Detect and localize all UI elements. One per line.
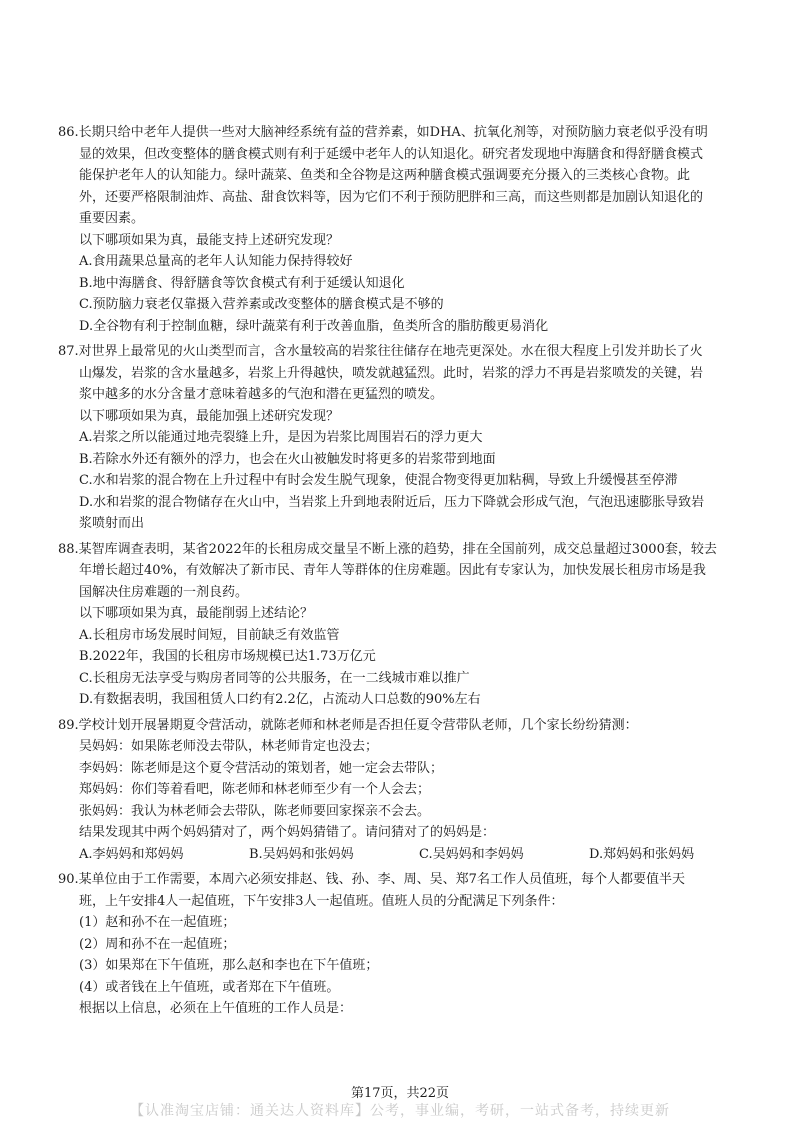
statement: 张妈妈：我认为林老师会去带队，陈老师要回家探亲不会去。 (79, 803, 431, 819)
option-b: B.地中海膳食、得舒膳食等饮食模式有利于延缓认知退化 (79, 275, 405, 291)
condition: (2）周和孙不在一起值班； (79, 936, 236, 952)
option-d: D.全谷物有利于控制血糖，绿叶蔬菜有利于改善血脂，鱼类所含的脂肪酸更易消化 (79, 318, 549, 334)
question-text: 重要因素。 (79, 211, 145, 226)
option-d: D.郑妈妈和张妈妈 (589, 846, 695, 862)
option-b: B.若除水外还有额外的浮力，也会在火山被触发时将更多的岩浆带到地面 (79, 451, 496, 467)
question-text: 年增长超过40%，有效解决了新市民、青年人等群体的住房难题。因此有专家认为，加快发展长租房市场是我 (79, 563, 706, 578)
choices-row (58, 844, 744, 866)
option-c: C.水和岩浆的混合物在上升过程中有时会发生脱气现象，使混合物变得更加粘稠，导致上升缓慢甚至停滞 (79, 473, 678, 488)
option-b: B.2022年，我国的长租房市场规模已达1.73万亿元 (79, 649, 376, 664)
option-a: A.李妈妈和郑妈妈 (79, 846, 184, 862)
question-text: 86.长期只给中老年人提供一些对大脑神经系统有益的营养素，如DHA、抗氧化剂等，对预防脑力衰老似乎没有明 (58, 125, 708, 140)
option-d: D.水和岩浆的混合物储存在火山中，当岩浆上升到地表附近后，压力下降就会形成气泡，气泡迅速膨胀导致岩 (79, 494, 705, 510)
option-c: C.吴妈妈和李妈妈 (419, 846, 524, 862)
option-c: C.预防脑力衰老仅靠摄入营养素或改变整体的膳食模式是不够的 (79, 297, 444, 312)
question-89 (58, 715, 744, 866)
question-text: 山爆发，岩浆的含水量越多，岩浆上升得越快，喷发就越猛烈。此时，岩浆的浮力不再是岩浆喷发的关键，岩 (79, 365, 704, 381)
question-prompt: 以下哪项如果为真，最能加强上述研究发现？ (79, 408, 340, 424)
condition: (1）赵和孙不在一起值班； (79, 915, 236, 930)
question-prompt: 以下哪项如果为真，最能支持上述研究发现？ (79, 232, 340, 248)
question-prompt: 结果发现其中两个妈妈猜对了，两个妈妈猜错了。请问猜对了的妈妈是： (79, 825, 496, 840)
question-text: 90.某单位由于工作需要，本周六必须安排赵、钱、孙、李、周、吴、郑7名工作人员值班，每个人都要值半天 (58, 872, 685, 887)
question-text: 88.某智库调查表明，某省2022年的长租房成交量呈不断上涨的趋势，排在全国前列，成交总量超过3000套，较去 (58, 541, 717, 557)
option-d-continued: 浆喷射而出 (79, 516, 145, 531)
statement: 郑妈妈：你们等着看吧，陈老师和林老师至少有一个人会去； (79, 782, 431, 797)
question-text: 国解决住房难题的一剂良药。 (79, 584, 249, 600)
statement: 吴妈妈：如果陈老师没去带队，林老师肯定也没去； (79, 739, 379, 754)
question-prompt: 以下哪项如果为真，最能削弱上述结论？ (79, 606, 314, 621)
page-number: 第17页，共22页 (350, 1086, 450, 1101)
question-86 (58, 122, 744, 337)
statement: 李妈妈：陈老师是这个夏令营活动的策划者，她一定会去带队； (79, 760, 444, 776)
condition: (4）或者钱在上午值班，或者郑在下午值班。 (79, 979, 340, 995)
question-text: 87.对世界上最常见的火山类型而言，含水量较高的岩浆往往储存在地壳更深处。水在很大程度上引发并助长了火 (58, 344, 703, 359)
option-a: A.岩浆之所以能通过地壳裂缝上升，是因为岩浆比周围岩石的浮力更大 (79, 430, 483, 445)
question-prompt: 根据以上信息，必须在上午值班的工作人员是： (79, 1001, 353, 1016)
question-text: 浆中越多的水分含量才意味着越多的气泡和潜在更猛烈的喷发。 (79, 387, 444, 402)
condition: (3）如果郑在下午值班，那么赵和李也在下午值班； (79, 958, 379, 973)
watermark: 【认准淘宝店铺：通关达人资料库】公考，事业编，考研，一站式备考，持续更新 (130, 1103, 670, 1119)
question-90 (58, 869, 744, 1020)
question-88 (58, 539, 744, 711)
option-c: C.长租房无法享受与购房者同等的公共服务，在一二线城市难以推广 (79, 670, 470, 686)
option-a: A.长租房市场发展时间短，目前缺乏有效监管 (79, 627, 340, 643)
question-87 (58, 341, 744, 535)
option-b: B.吴妈妈和张妈妈 (249, 846, 354, 862)
option-a: A.食用蔬果总量高的老年人认知能力保持得较好 (79, 254, 353, 269)
question-page (58, 122, 744, 1024)
question-text: 显的效果，但改变整体的膳食模式则有利于延缓中老年人的认知退化。研究者发现地中海膳食和得舒膳食模式 (79, 146, 704, 162)
question-text: 班，上午安排4人一起值班，下午安排3人一起值班。值班人员的分配满足下列条件： (79, 893, 564, 909)
question-text: 89.学校计划开展暑期夏令营活动，就陈老师和林老师是否担任夏令营带队老师，几个家长纷纷猜测： (58, 717, 638, 733)
question-text: 能保护老年人的认知能力。绿叶蔬菜、鱼类和全谷物是这两种膳食模式强调要充分摄入的三类核心食物。此 (79, 168, 691, 183)
option-d: D.有数据表明，我国租赁人口约有2.2亿，占流动人口总数的90%左右 (79, 692, 481, 707)
question-text: 外，还要严格限制油炸、高盐、甜食饮料等，因为它们不利于预防肥胖和三高，而这些则都是加剧认知退化的 (79, 189, 704, 205)
